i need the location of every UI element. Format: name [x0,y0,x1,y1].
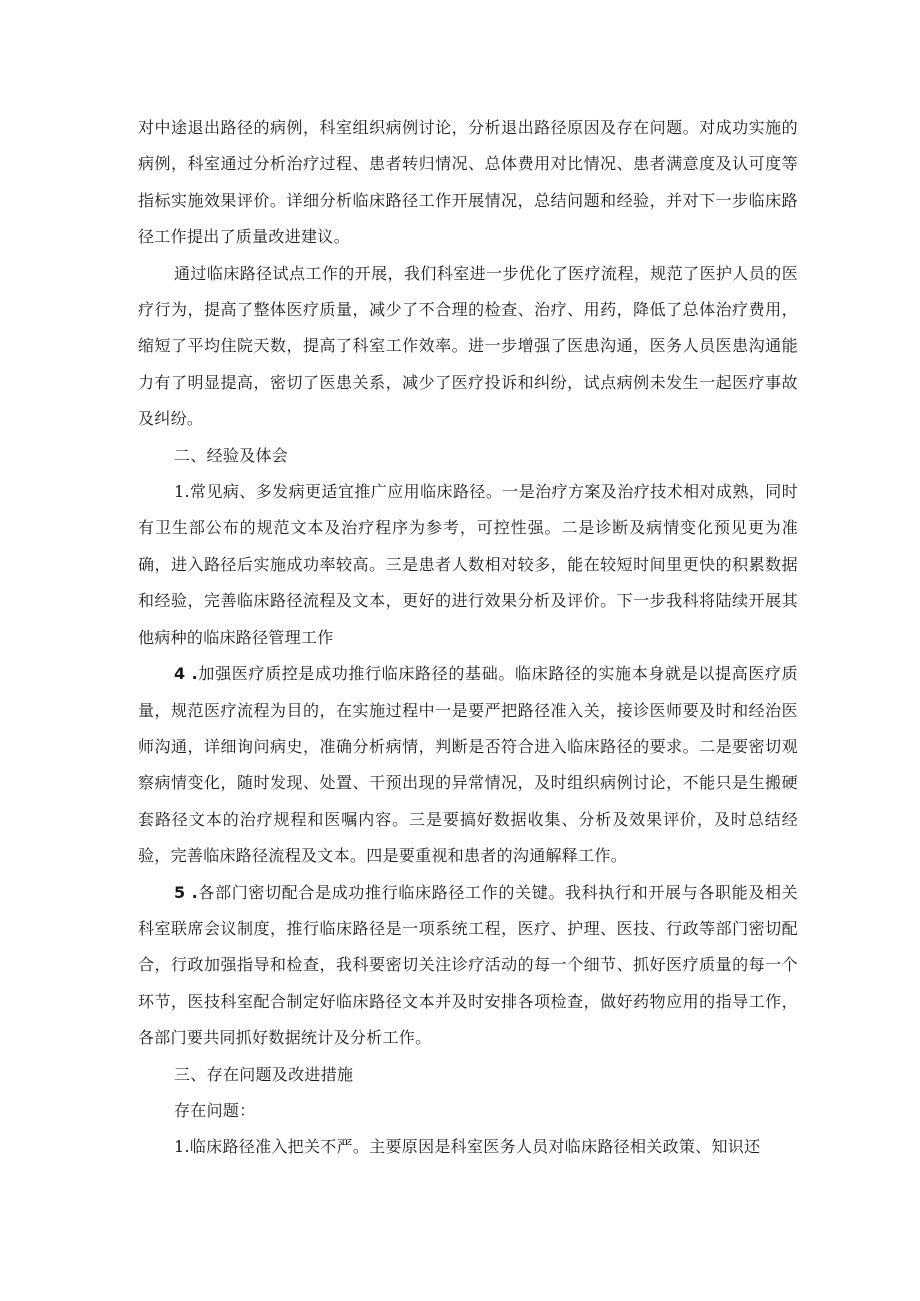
item-number-5: 5 . [174,882,199,902]
section-heading-problems: 三、存在问题及改进措施 [174,1064,354,1084]
paragraph-pilot-results: 通过临床路径试点工作的开展，我们科室进一步优化了医疗流程，规范了医护人员的医疗行为，提高了整体医疗质量，减少了不合理的检查、治疗、用药，降低了总体治疗费用，缩短了平均住院天数，提高了科室工作效率。进一步增强了医患沟通，医务人员医患沟通能力有了明显提高，密切了医患关系，减少了医疗投诉和纠纷，试点病例未发生一起医疗事故及纠纷。 [138,263,798,429]
item-4-text: 加强医疗质控是成功推行临床路径的基础。临床路径的实施本身就是以提高医疗质量，规范医疗流程为目的，在实施过程中一是要严把路径准入关，接诊医师要及时和经治医师沟通，详细询问病史，准确分析病情，判断是否符合进入临床路径的要求。二是要密切观察病情变化，随时发现、处置、干预出现的异常情况，及时组织病例讨论，不能只是生搬硬套路径文本的治疗规程和医嘱内容。三是要搞好数据收集、分析及效果评价，及时总结经验，完善临床路径流程及文本。四是要重视和患者的沟通解释工作。 [138,664,798,866]
document-body [138,110,798,1166]
paragraph-item-5 [138,875,798,1057]
paragraph-item-1: 1.常见病、多发病更适宜推广应用临床路径。一是治疗方案及治疗技术相对成熟，同时有卫生部公布的规范文本及治疗程序为参考，可控性强。二是诊断及病情变化预见更为准确，进入路径后实施成功率较高。三是患者人数相对较多，能在较短时间里更快的积累数据和经验，完善临床路径流程及文本，更好的进行效果分析及评价。下一步我科将陆续开展其他病种的临床路径管理工作 [138,482,798,647]
item-5-text: 各部门密切配合是成功推行临床路径工作的关键。我科执行和开展与各职能及相关科室联席会议制度，推行临床路径是一项系统工程，医疗、护理、医技、行政等部门密切配合，行政加强指导和检查，我科要密切关注诊疗活动的每一个细节、抓好医疗质量的每一个环节，医技科室配合制定好临床路径文本并及时安排各项检查，做好药物应用的指导工作，各部门要共同抓好数据统计及分析工作。 [138,882,798,1048]
paragraph-item-4 [138,656,798,874]
item-number-4: 4 . [174,664,199,684]
section-heading-experience: 二、经验及体会 [174,445,289,465]
paragraph-problem-1: 1.临床路径准入把关不严。主要原因是科室医务人员对临床路径相关政策、知识还 [174,1137,761,1157]
paragraph-exit-cases: 对中途退出路径的病例，科室组织病例讨论，分析退出路径原因及存在问题。对成功实施的病例，科室通过分析治疗过程、患者转归情况、总体费用对比情况、患者满意度及认可度等指标实施效果评价。详细分析临床路径工作开展情况，总结问题和经验，并对下一步临床路径工作提出了质量改进建议。 [138,118,798,247]
subheading-existing-problems: 存在问题： [174,1100,256,1120]
